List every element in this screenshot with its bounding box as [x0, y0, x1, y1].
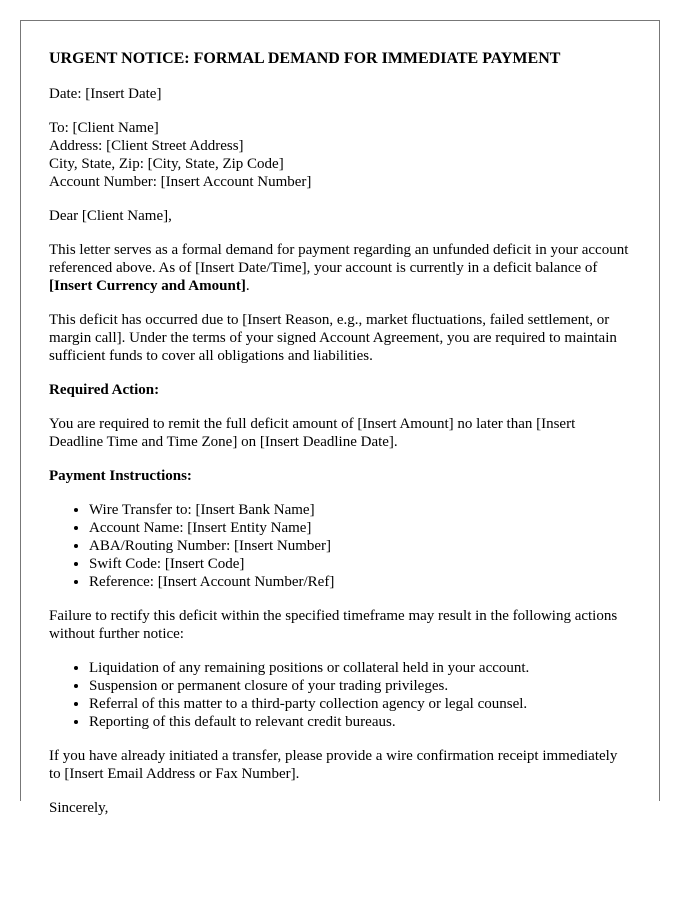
- required-action-heading-text: Required Action:: [49, 382, 160, 398]
- list-item: • Suspension or permanent closure of your trading privileges.: [89, 677, 631, 695]
- list-item: • Account Name: [Insert Entity Name]: [89, 519, 631, 537]
- list-item: • ABA/Routing Number: [Insert Number]: [89, 537, 631, 555]
- paragraph-reason: This deficit has occurred due to [Insert Reason, e.g., market fluctuations, failed settlement, or margin call]. Under the terms of your signed Account Agreement, you are required to maintain sufficient funds to cover all obligations and liabilities.: [49, 312, 617, 364]
- list-item: • Reporting of this default to relevant credit bureaus.: [89, 713, 631, 731]
- list-item: • Referral of this matter to a third-party collection agency or legal counsel.: [89, 695, 631, 713]
- payment-instructions-heading-text: Payment Instructions:: [49, 468, 192, 484]
- payment-instructions-heading: [49, 467, 631, 485]
- closing-paragraph: If you have already initiated a transfer, please provide a wire confirmation receipt immediately to [Insert Email Address or Fax Number].: [49, 748, 618, 782]
- list-item: • Reference: [Insert Account Number/Ref]: [89, 573, 631, 591]
- recipient-account: Account Number: [Insert Account Number]: [49, 174, 312, 190]
- recipient-block: [49, 119, 631, 191]
- required-action-heading: [49, 381, 631, 399]
- salutation: Dear [Client Name],: [49, 208, 172, 224]
- signoff: Sincerely,: [49, 800, 109, 816]
- list-item: • Swift Code: [Insert Code]: [89, 555, 631, 573]
- letter-page: [20, 20, 660, 816]
- date-line: Date: [Insert Date]: [49, 86, 162, 102]
- failure-paragraph: Failure to rectify this deficit within the specified timeframe may result in the following actions without further notice:: [49, 608, 618, 642]
- recipient-address: Address: [Client Street Address]: [49, 138, 244, 154]
- list-item: • Liquidation of any remaining positions or collateral held in your account.: [89, 659, 631, 677]
- deficit-amount: [Insert Currency and Amount]: [49, 278, 246, 294]
- list-item: • Wire Transfer to: [Insert Bank Name]: [89, 501, 631, 519]
- paragraph-deficit-end: .: [245, 278, 250, 294]
- recipient-city: City, State, Zip: [City, State, Zip Code]: [49, 156, 284, 172]
- payment-instructions-list: [49, 501, 631, 591]
- letter-title: URGENT NOTICE: FORMAL DEMAND FOR IMMEDIATE PAYMENT: [49, 50, 561, 67]
- required-action-text: You are required to remit the full deficit amount of [Insert Amount] no later than [Insert Deadline Time and Time Zone] on [Insert Deadline Date].: [49, 416, 576, 450]
- paragraph-deficit-text: This letter serves as a formal demand for payment regarding an unfunded deficit in your account referenced above. As of [Insert Date/Time], your account is currently in a deficit balance of: [49, 242, 629, 276]
- recipient-to: To: [Client Name]: [49, 120, 159, 136]
- paragraph-deficit: [49, 241, 631, 295]
- consequences-list: [49, 659, 631, 731]
